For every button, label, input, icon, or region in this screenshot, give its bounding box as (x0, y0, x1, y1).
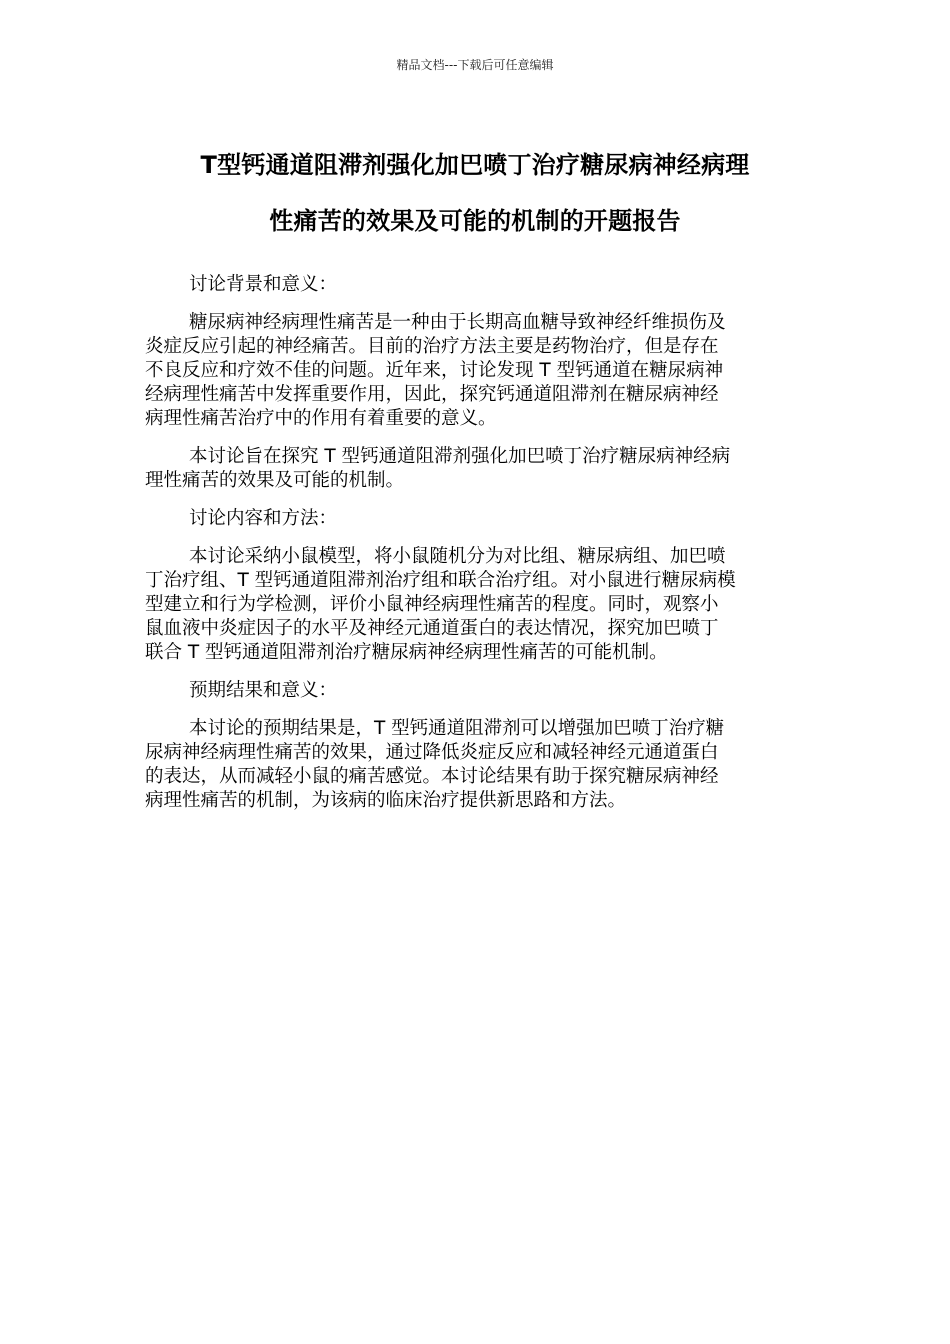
paragraph-line: 本讨论采纳小鼠模型，将小鼠随机分为对比组、糖尿病组、加巴喷 (189, 546, 726, 567)
paragraph-line: 的表达，从而减轻小鼠的痛苦感觉。本讨论结果有助于探究糖尿病神经 (145, 766, 719, 787)
document-title (140, 137, 810, 249)
section-heading-background (145, 273, 810, 297)
paragraph-line: 鼠血液中炎症因子的水平及神经元通道蛋白的表达情况，探究加巴喷丁 (145, 618, 719, 639)
paragraph-background (145, 311, 810, 431)
paragraph-line: 病理性痛苦的机制，为该病的临床治疗提供新思路和方法。 (145, 790, 627, 811)
paragraph-line: 尿病神经病理性痛苦的效果，通过降低炎症反应和减轻神经元通道蛋白 (145, 742, 719, 763)
paragraph-line: 预期结果和意义： (189, 680, 338, 701)
title-line: T型钙通道阻滞剂强化加巴喷丁治疗糖尿病神经病理 (200, 151, 750, 179)
paragraph-line: 不良反应和疗效不佳的问题。近年来，讨论发现 T 型钙通道在糖尿病神 (145, 360, 724, 381)
page-header: 精品文档---下载后可任意编辑 (396, 58, 554, 72)
section-heading-methods (145, 507, 810, 531)
section-heading-expected (145, 679, 810, 703)
paragraph-line: 联合 T 型钙通道阻滞剂治疗糖尿病神经病理性痛苦的可能机制。 (145, 642, 668, 663)
paragraph-line: 型建立和行为学检测，评价小鼠神经病理性痛苦的程度。同时，观察小 (145, 594, 719, 615)
paragraph-line: 本讨论的预期结果是，T 型钙通道阻滞剂可以增强加巴喷丁治疗糖 (189, 718, 725, 739)
paragraph-line: 本讨论旨在探究 T 型钙通道阻滞剂强化加巴喷丁治疗糖尿病神经病 (189, 446, 731, 467)
paragraph-line: 讨论内容和方法： (189, 508, 338, 529)
paragraph-line: 炎症反应引起的神经痛苦。目前的治疗方法主要是药物治疗，但是存在 (145, 336, 719, 357)
paragraph-line: 讨论背景和意义： (189, 274, 338, 295)
paragraph-line: 丁治疗组、T 型钙通道阻滞剂治疗组和联合治疗组。对小鼠进行糖尿病模 (145, 570, 736, 591)
title-line: 性痛苦的效果及可能的机制的开题报告 (269, 207, 681, 235)
document-body (145, 273, 810, 813)
paragraph-expected (145, 717, 810, 813)
paragraph-methods (145, 545, 810, 665)
paragraph-line: 理性痛苦的效果及可能的机制。 (145, 470, 405, 491)
paragraph-line: 糖尿病神经病理性痛苦是一种由于长期高血糖导致神经纤维损伤及 (189, 312, 726, 333)
paragraph-line: 经病理性痛苦中发挥重要作用，因此，探究钙通道阻滞剂在糖尿病神经 (145, 384, 719, 405)
paragraph-objective (145, 445, 810, 493)
paragraph-line: 病理性痛苦治疗中的作用有着重要的意义。 (145, 408, 497, 429)
